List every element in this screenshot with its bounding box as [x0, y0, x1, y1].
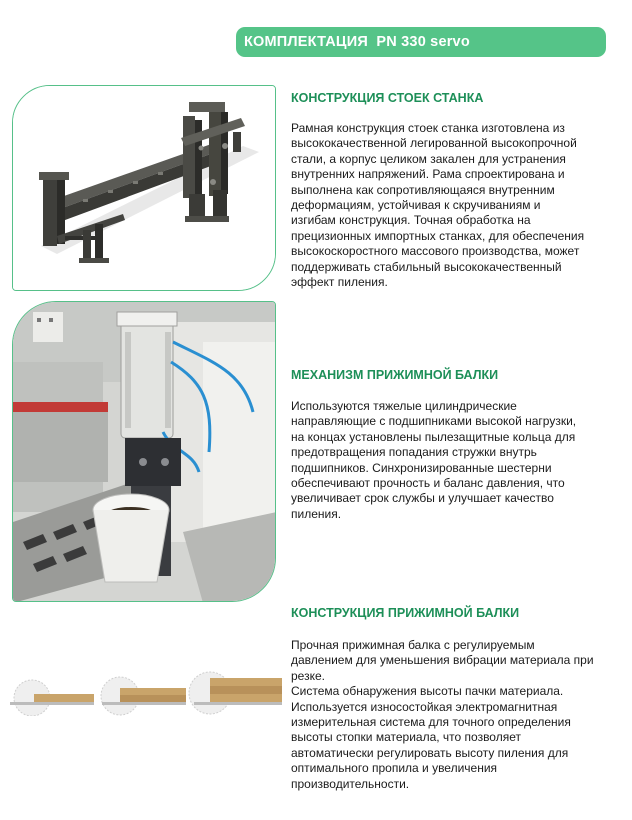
text-line: прецизионных импортных станках, для обеспечения: [291, 228, 585, 243]
text-line: пиления.: [291, 506, 342, 521]
section-title-frame: КОНСТРУКЦИЯ СТОЕК СТАНКА: [291, 91, 484, 105]
page-header: [236, 27, 606, 57]
text-line: производительности.: [291, 776, 410, 791]
text-line: высококачественной легированной высокопрочной: [291, 136, 577, 151]
text-line: Используются тяжелые цилиндрические: [291, 399, 517, 413]
text-line: увеличивает срок службы и улучшает качество: [291, 491, 554, 506]
pressure-beam-mechanism-icon: [13, 302, 276, 602]
text-line: автоматически регулировать высоту пиления для: [291, 745, 569, 760]
text-line: поддерживать стабильный высококачественный: [291, 259, 562, 274]
frame-photo: [12, 85, 276, 291]
text-line: оптимального пропила и увеличения: [291, 761, 498, 776]
text-line: Система обнаружения высоты пачки материала.: [291, 684, 564, 699]
text-line: деформациям, устойчивая к скручиваниям и: [291, 198, 541, 213]
section-title-beam-mechanism: МЕХАНИЗМ ПРИЖИМНОЙ БАЛКИ: [291, 368, 499, 382]
text-line: высоты стопки материала, что позволяет: [291, 730, 521, 745]
machine-frame-render-icon: [13, 86, 276, 291]
section-title-beam-construction: КОНСТРУКЦИЯ ПРИЖИМНОЙ БАЛКИ: [291, 606, 520, 620]
text-line: измерительная система для точного определения: [291, 715, 571, 730]
text-line: Рамная конструкция стоек станка изготовлена из: [291, 121, 565, 135]
section-text-frame: [291, 121, 584, 290]
text-line: высокоскоростного массового производства, может: [291, 244, 580, 259]
text-line: стали, а корпус целиком закален для устранения: [291, 151, 566, 166]
text-line: Прочная прижимная балка с регулируемым: [291, 638, 535, 652]
text-line: эффект пиления.: [291, 275, 388, 290]
text-line: резке.: [291, 668, 325, 683]
text-line: выполнена как сопротивляющаяся внутренним: [291, 182, 555, 197]
text-line: предотвращения попадания стружки внутрь: [291, 445, 537, 460]
section-text-beam-construction: [291, 638, 594, 792]
header-title: КОМПЛЕКТАЦИЯ PN 330 servo: [244, 34, 470, 50]
text-line: направляющие с подшипниками высокой нагрузки,: [291, 414, 577, 429]
text-line: обеспечивают прочность и баланс давления, что: [291, 476, 565, 491]
text-line: давлением для уменьшения вибрации материала при: [291, 653, 594, 668]
text-line: изгибам конструкция. Точная обработка на: [291, 213, 531, 228]
text-line: на концах установлены пылезащитные кольца для: [291, 429, 576, 444]
text-line: подшипников. Синхронизированные шестерни: [291, 460, 552, 475]
saw-stack-icon: [10, 666, 282, 716]
text-line: Используется износостойкая электромагнитная: [291, 699, 558, 714]
beam-mechanism-photo: [12, 301, 276, 602]
text-line: внутренних напряжений. Рама спроектирована и: [291, 167, 565, 182]
section-text-beam-mechanism: [291, 399, 576, 522]
